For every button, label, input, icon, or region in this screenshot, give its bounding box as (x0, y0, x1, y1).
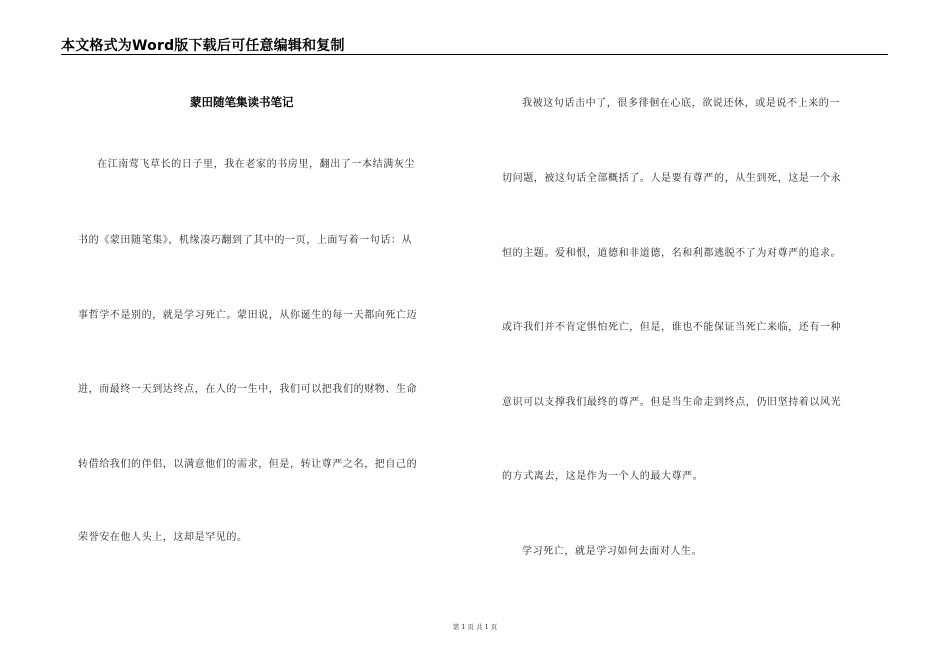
right-paragraph-line: 意识可以支撑我们最终的尊严。但是当生命走到终点，仍旧坚持着以风光 (502, 397, 842, 408)
right-paragraph-line: 恒的主题。爱和恨，道德和非道德，名和利都逃脱不了为对尊严的追求。 (502, 248, 842, 259)
right-paragraph-line: 的方式离去，这是作为一个人的最大尊严。 (502, 471, 704, 482)
right-paragraph-line: 或许我们并不肯定惧怕死亡，但是，谁也不能保证当死亡来临，还有一种 (502, 322, 842, 333)
left-paragraph-line: 转借给我们的伴侣，以满意他们的需求，但是，转让尊严之名，把自己的 (78, 459, 418, 470)
left-paragraph-line: 在江南莺飞草长的日子里，我在老家的书房里，翻出了一本结满灰尘 (97, 159, 415, 170)
left-paragraph-line: 荣誉安在他人头上，这却是罕见的。 (78, 532, 248, 543)
document-title: 蒙田随笔集读书笔记 (190, 95, 294, 109)
right-paragraph-line: 学习死亡，就是学习如何去面对人生。 (522, 546, 703, 557)
header-divider (61, 54, 888, 55)
page-number: 第 1 页 共 1 页 (452, 623, 498, 631)
right-paragraph-line: 我被这句话击中了，很多徘徊在心底，欲说还休，或是说不上来的一 (522, 98, 840, 109)
right-paragraph-line: 切问题，被这句话全部概括了。人是要有尊严的，从生到死，这是一个永 (502, 173, 842, 184)
left-paragraph-line: 书的《蒙田随笔集》，机缘凑巧翻到了其中的一页，上面写着一句话：从 (78, 235, 413, 246)
header-banner: 本文格式为Word版下载后可任意编辑和复制 (61, 38, 345, 54)
left-paragraph-line: 进，而最终一天到达终点，在人的一生中，我们可以把我们的财物、生命 (78, 384, 418, 395)
left-paragraph-line: 事哲学不是别的，就是学习死亡。蒙田说，从你诞生的每一天都向死亡迈 (78, 310, 418, 321)
